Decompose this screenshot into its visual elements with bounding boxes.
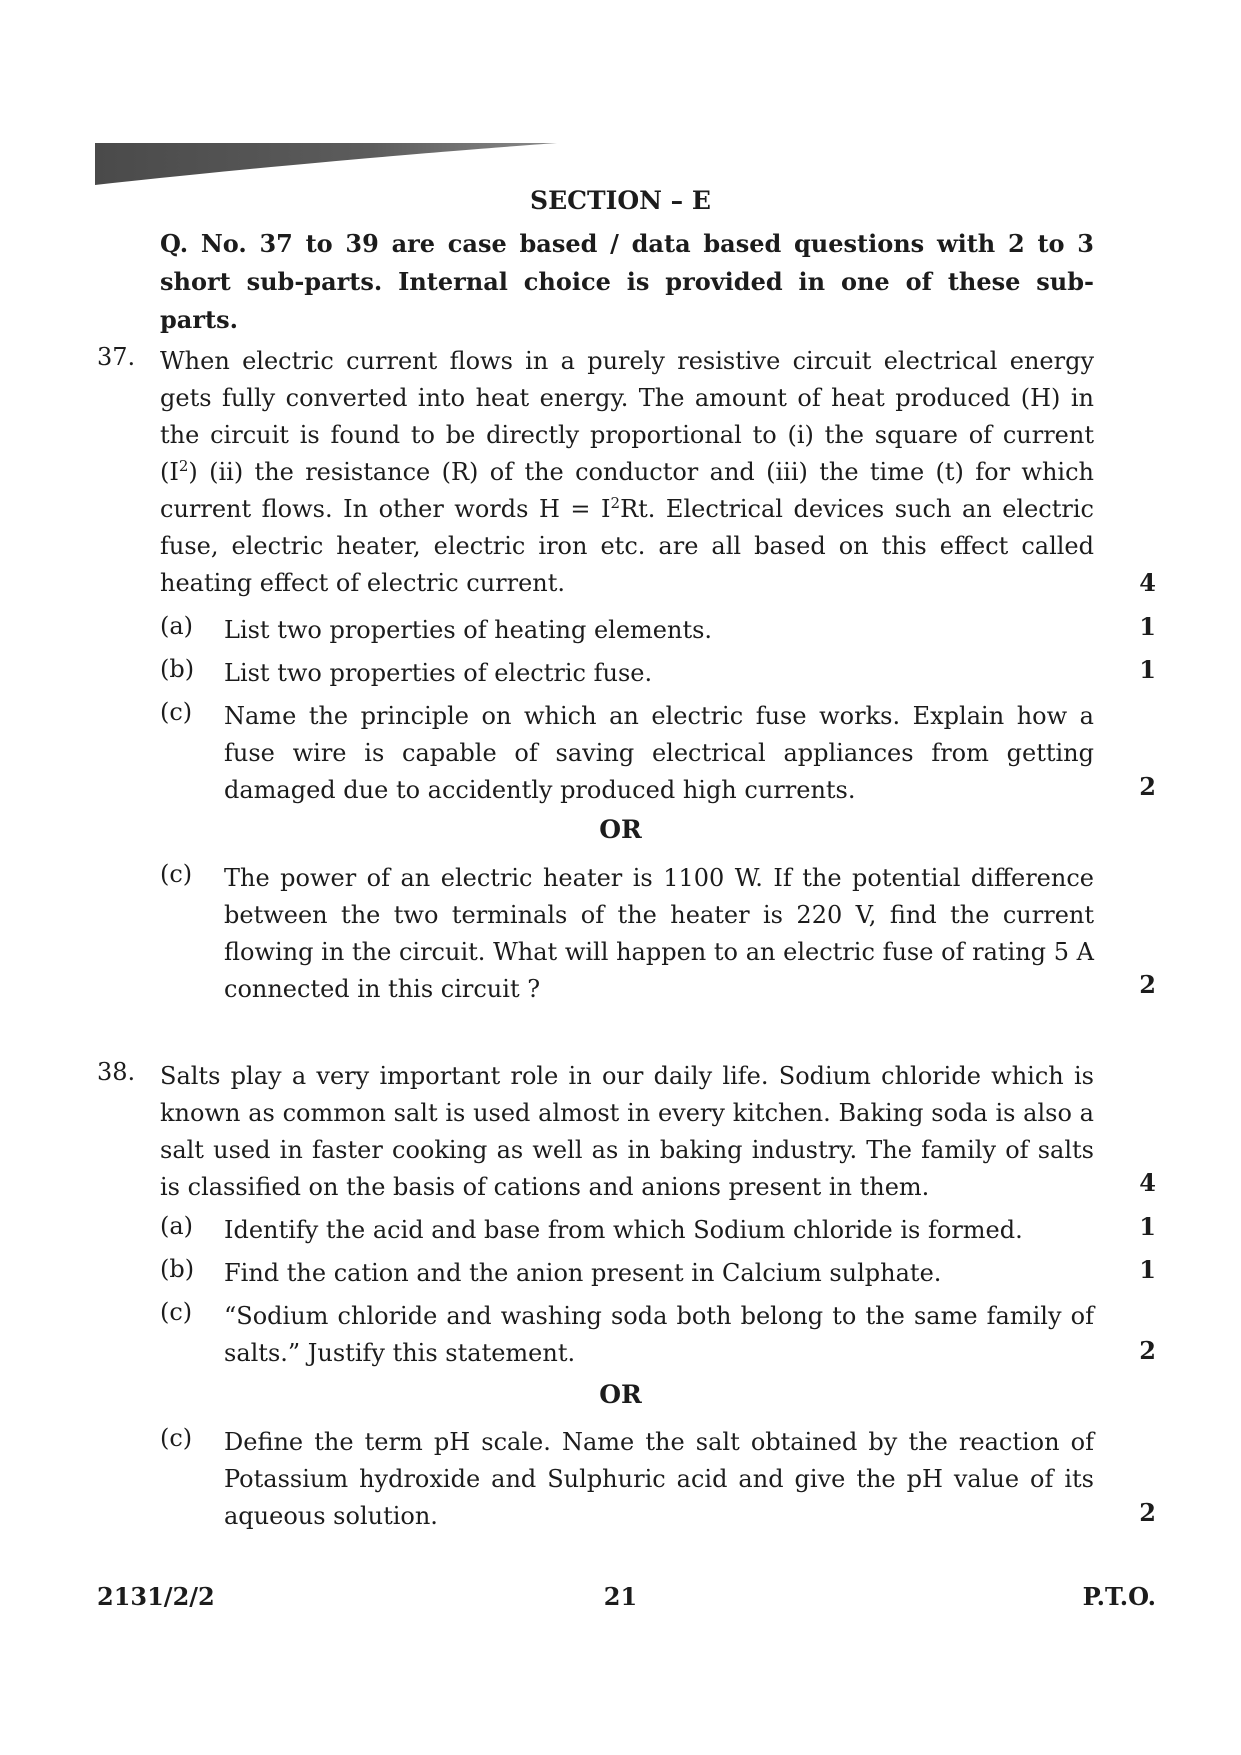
- q37-subpart-b-text: List two properties of electric fuse.: [224, 659, 653, 687]
- q37-alt-c-label: (c): [160, 860, 193, 888]
- q38-alt-c-label: (c): [160, 1424, 193, 1452]
- q38-alt-c-text: Define the term pH scale. Name the salt obtained by the reaction of Potassium hydroxide and Sulphuric acid and give the pH value of its aqueous solution.: [224, 1428, 1094, 1530]
- q38-subpart-b-marks: 1: [1139, 1255, 1156, 1284]
- section-title: SECTION – E: [530, 186, 711, 215]
- question-37-stem: [160, 343, 1094, 602]
- q38-subpart-c-marks: 2: [1139, 1336, 1156, 1365]
- q37-subpart-b-label: (b): [160, 655, 195, 683]
- q37-superscript-2: 2: [610, 494, 621, 512]
- q38-subpart-a-marks: 1: [1139, 1212, 1156, 1241]
- footer-pto: P.T.O.: [1082, 1582, 1156, 1611]
- section-header-bar: [95, 143, 557, 185]
- q37-text-b: ) (ii) the resistance (R) of the conductor and (iii) the time (t) for which current flows. In other words H = I: [160, 458, 1094, 523]
- q37-subpart-a-label: (a): [160, 612, 194, 640]
- question-38-number: 38.: [97, 1058, 136, 1086]
- q37-or-divider: OR: [599, 815, 642, 844]
- footer-paper-code: 2131/2/2: [97, 1582, 215, 1611]
- q38-or-divider: OR: [599, 1380, 642, 1409]
- q38-subpart-a-label: (a): [160, 1212, 194, 1240]
- q38-subpart-c-label: (c): [160, 1298, 193, 1326]
- question-38-marks: 4: [1139, 1168, 1156, 1197]
- q37-text-a: When electric current flows in a purely resistive circuit electrical energy gets fully converted into heat energy. The amount of heat produced (H) in the circuit is found to be directly proportional to (i) the square of current (I: [160, 347, 1094, 486]
- footer-page-number: 21: [603, 1582, 638, 1611]
- q37-subpart-c-marks: 2: [1139, 772, 1156, 801]
- section-instructions: Q. No. 37 to 39 are case based / data based questions with 2 to 3 short sub-parts. Internal choice is provided in one of these sub-parts.: [160, 229, 1094, 334]
- q37-subpart-c-text: Name the principle on which an electric fuse works. Explain how a fuse wire is capable of saving electrical appliances from getting damaged due to accidently produced high currents.: [224, 702, 1094, 804]
- q37-subpart-b-marks: 1: [1139, 655, 1156, 684]
- q38-subpart-a-text: Identify the acid and base from which Sodium chloride is formed.: [224, 1216, 1023, 1244]
- q37-alt-c-text: The power of an electric heater is 1100 W. If the potential difference between the two terminals of the heater is 220 V, find the current flowing in the circuit. What will happen to an electric fuse of rating 5 A connected in this circuit ?: [224, 864, 1094, 1003]
- q37-subpart-c-label: (c): [160, 698, 193, 726]
- question-37-marks: 4: [1139, 568, 1156, 597]
- question-37-number: 37.: [97, 343, 136, 371]
- q38-subpart-c-text: “Sodium chloride and washing soda both belong to the same family of salts.” Justify this statement.: [224, 1302, 1094, 1367]
- q37-subpart-a-marks: 1: [1139, 612, 1156, 641]
- q38-alt-c-marks: 2: [1139, 1498, 1156, 1527]
- q37-alt-c-marks: 2: [1139, 970, 1156, 999]
- q37-text-c: Rt. Electrical devices such an electric fuse, electric heater, electric iron etc. are all based on this effect called heating effect of electric current.: [160, 495, 1094, 597]
- q37-superscript-1: 2: [178, 457, 189, 475]
- q38-subpart-b-label: (b): [160, 1255, 195, 1283]
- question-38-stem: Salts play a very important role in our daily life. Sodium chloride which is known as common salt is used almost in every kitchen. Baking soda is also a salt used in faster cooking as well as in baking industry. The family of salts is classified on the basis of cations and anions present in them.: [160, 1062, 1094, 1201]
- q37-subpart-a-text: List two properties of heating elements.: [224, 616, 713, 644]
- q38-subpart-b-text: Find the cation and the anion present in Calcium sulphate.: [224, 1259, 942, 1287]
